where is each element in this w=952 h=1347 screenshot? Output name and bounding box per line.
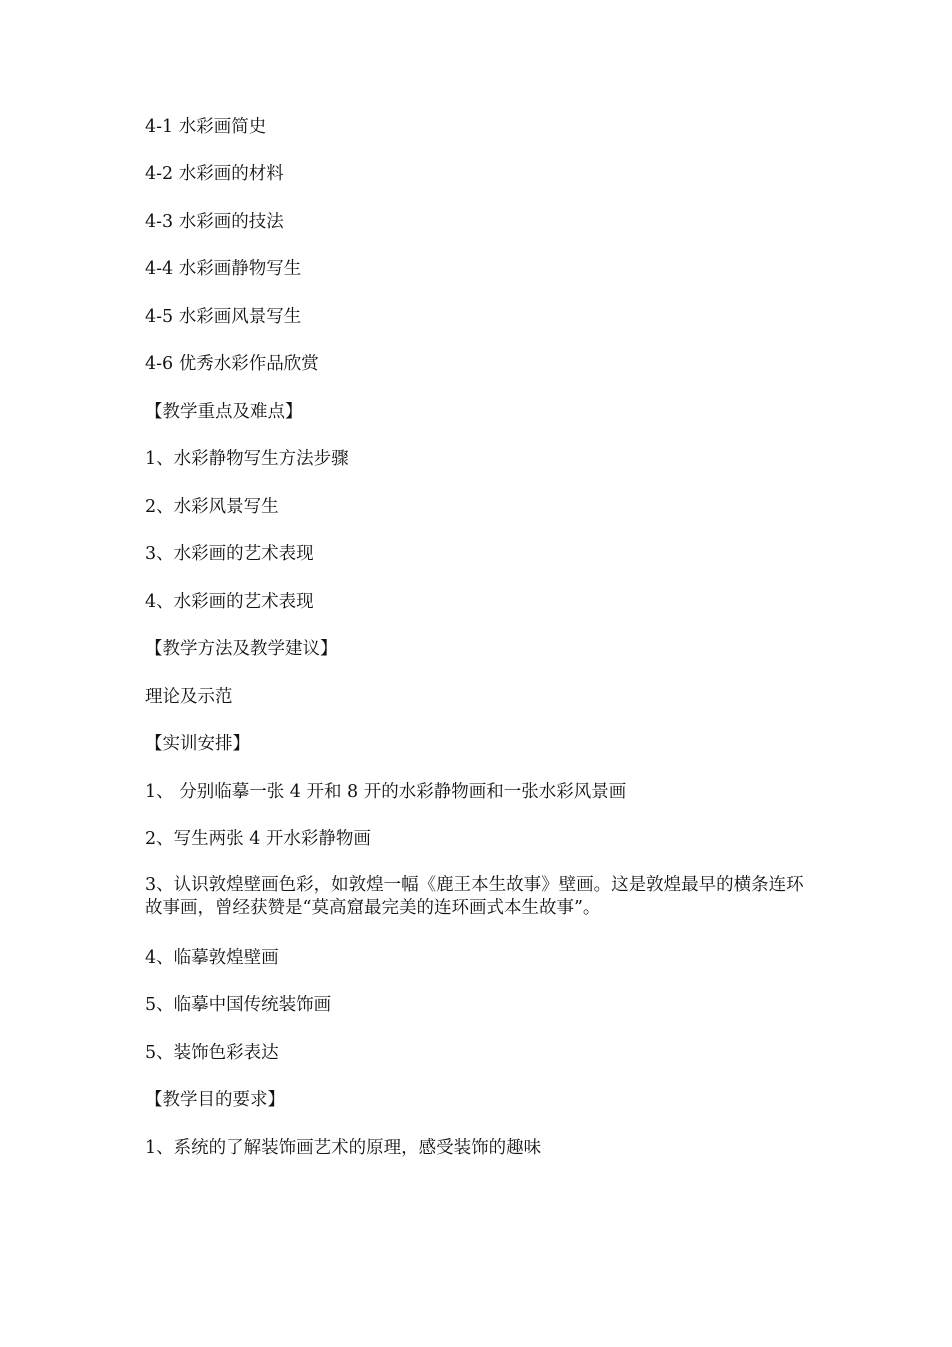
toc-item-4-3: 4-3 水彩画的技法 [145,212,284,232]
list-item: 2、水彩风景写生 [145,497,279,517]
list-item: 4、临摹敦煌壁画 [145,948,279,968]
list-item: 5、临摹中国传统装饰画 [145,995,332,1015]
paragraph: 理论及示范 [145,687,233,707]
section-heading-objectives: 【教学目的要求】 [145,1090,285,1110]
list-item: 2、写生两张 4 开水彩静物画 [145,829,371,849]
list-item: 3、水彩画的艺术表现 [145,544,314,564]
section-heading-key-points: 【教学重点及难点】 [145,402,303,422]
toc-item-4-6: 4-6 优秀水彩作品欣赏 [145,354,319,374]
list-item: 4、水彩画的艺术表现 [145,592,314,612]
list-item: 1、水彩静物写生方法步骤 [145,449,349,469]
list-item: 5、装饰色彩表达 [145,1043,279,1063]
list-item: 1、系统的了解装饰画艺术的原理，感受装饰的趣味 [145,1138,542,1158]
toc-item-4-2: 4-2 水彩画的材料 [145,164,284,184]
toc-item-4-5: 4-5 水彩画风景写生 [145,307,302,327]
section-heading-practice: 【实训安排】 [145,734,250,754]
toc-item-4-4: 4-4 水彩画静物写生 [145,259,302,279]
list-item-multiline: 3、认识敦煌壁画色彩，如敦煌一幅《鹿王本生故事》壁画。这是敦煌最早的横条连环故事画，曾经获赞是“莫高窟最完美的连环画式本生故事”。 [145,875,804,918]
section-heading-methods: 【教学方法及教学建议】 [145,639,338,659]
list-item: 1、 分别临摹一张 4 开和 8 开的水彩静物画和一张水彩风景画 [145,782,627,802]
toc-item-4-1: 4-1 水彩画简史 [145,117,267,137]
